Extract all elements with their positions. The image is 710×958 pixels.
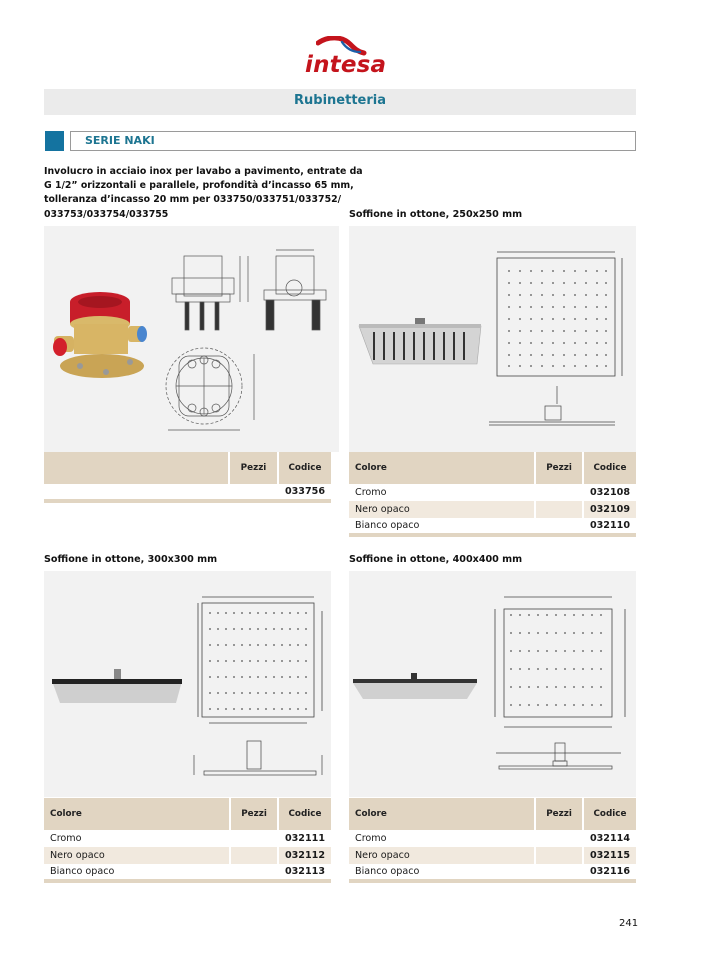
title-line: 033753/033754/033755 xyxy=(44,208,169,220)
cell-pezzi xyxy=(230,847,278,864)
col-header-colore: Colore xyxy=(349,798,535,830)
product-soffione-400-image xyxy=(349,571,636,797)
table-row xyxy=(349,864,636,881)
drawing-dots xyxy=(209,612,307,710)
product-involucro-image xyxy=(44,226,339,452)
cell-colore: Bianco opaco xyxy=(349,518,535,535)
cell-colore xyxy=(44,484,229,501)
col-header-colore: Colore xyxy=(44,798,230,830)
cell-pezzi xyxy=(535,864,583,881)
table-row xyxy=(44,864,331,881)
product-soffione-300-title: Soffione in ottone, 300x300 mm xyxy=(44,554,218,565)
drawing-dots xyxy=(510,614,602,706)
table-row xyxy=(44,484,331,501)
col-header-colore: Colore xyxy=(349,452,535,484)
col-header-empty xyxy=(44,452,229,484)
drawing-side xyxy=(264,250,326,330)
title-line: G 1/2” orizzontali e parallele, profondità d’incasso 65 mm, xyxy=(44,180,354,192)
product-soffione-250-image xyxy=(349,226,636,452)
shower-head-photo xyxy=(52,669,182,703)
col-header-pezzi: Pezzi xyxy=(229,452,278,484)
series-title: SERIE NAKI xyxy=(85,134,155,147)
cell-codice: 032110 xyxy=(583,518,636,535)
cell-pezzi xyxy=(230,864,278,881)
product-soffione-400-title: Soffione in ottone, 400x400 mm xyxy=(349,554,523,565)
table-row xyxy=(44,847,331,864)
cell-colore: Cromo xyxy=(349,484,535,501)
shower-head-photo xyxy=(353,673,477,699)
product-soffione-250-title: Soffione in ottone, 250x250 mm xyxy=(349,209,523,220)
table-row xyxy=(349,501,636,518)
page-number: 241 xyxy=(619,918,639,929)
cell-colore: Nero opaco xyxy=(44,847,230,864)
col-header-pezzi: Pezzi xyxy=(230,798,278,830)
cell-colore: Nero opaco xyxy=(349,501,535,518)
cell-codice: 032112 xyxy=(278,847,331,864)
series-marker xyxy=(45,131,64,151)
cell-codice: 032109 xyxy=(583,501,636,518)
cell-colore: Cromo xyxy=(349,830,535,847)
table-row xyxy=(349,484,636,501)
cell-pezzi xyxy=(535,484,583,501)
drawing-section xyxy=(496,743,621,769)
col-header-pezzi: Pezzi xyxy=(535,452,583,484)
valve-body-photo xyxy=(53,292,147,378)
cell-pezzi xyxy=(229,484,278,501)
cell-codice: 032114 xyxy=(589,833,630,844)
category-header xyxy=(44,89,636,115)
title-line: Involucro in acciaio inox per lavabo a pavimento, entrate da xyxy=(44,166,363,177)
shower-head-photo xyxy=(359,318,481,364)
col-header-codice: Codice xyxy=(583,798,636,830)
drawing-section xyxy=(489,386,615,425)
cell-pezzi xyxy=(535,830,583,847)
cell-codice: 032115 xyxy=(583,847,636,864)
category-title: Rubinetteria xyxy=(294,93,386,108)
product-soffione-400-table xyxy=(349,798,636,883)
cell-colore: Cromo xyxy=(44,830,230,847)
col-header-codice: Codice xyxy=(278,452,331,484)
drawing-plan xyxy=(198,597,322,723)
cell-colore: Nero opaco xyxy=(349,847,535,864)
cell-pezzi xyxy=(230,830,278,847)
drawing-section xyxy=(194,741,322,775)
table-row xyxy=(44,830,331,847)
cell-colore: Bianco opaco xyxy=(349,864,535,881)
table-row xyxy=(349,847,636,864)
cell-codice: 032116 xyxy=(583,864,636,881)
col-header-codice: Codice xyxy=(278,798,331,830)
cell-pezzi xyxy=(535,847,583,864)
cell-codice: 032108 xyxy=(589,487,630,498)
drawing-plan xyxy=(497,252,622,376)
table-row xyxy=(349,518,636,535)
brand-name: intesa xyxy=(305,52,387,78)
product-soffione-300-table xyxy=(44,798,331,883)
drawing-dots xyxy=(508,270,607,367)
product-involucro-title xyxy=(44,165,363,222)
cell-pezzi xyxy=(535,518,583,535)
product-involucro-table xyxy=(44,452,331,503)
drawing-front xyxy=(172,256,248,330)
series-header xyxy=(70,131,636,151)
cell-codice: 032113 xyxy=(278,864,331,881)
col-header-pezzi: Pezzi xyxy=(535,798,583,830)
cell-codice: 032111 xyxy=(284,833,325,844)
drawing-plan xyxy=(495,597,625,727)
drawing-top xyxy=(166,348,254,430)
title-line: tolleranza d’incasso 20 mm per 033750/033751/033752/ xyxy=(44,194,342,206)
product-soffione-250-table xyxy=(349,452,636,537)
cell-pezzi xyxy=(535,501,583,518)
product-soffione-300-image xyxy=(44,571,331,797)
brand-logo xyxy=(300,36,390,82)
col-header-codice: Codice xyxy=(583,452,636,484)
cell-codice: 033756 xyxy=(278,484,331,501)
cell-colore: Bianco opaco xyxy=(44,864,230,881)
table-row xyxy=(349,830,636,847)
